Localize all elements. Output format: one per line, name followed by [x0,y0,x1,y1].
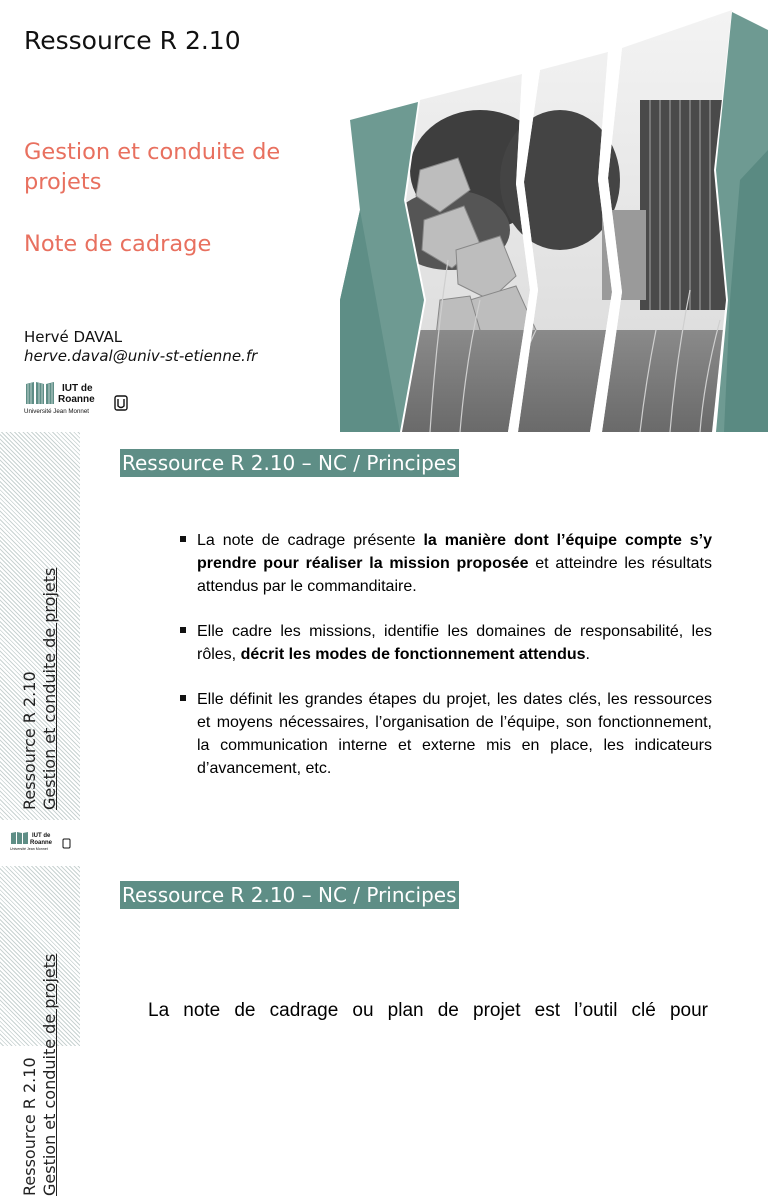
body-text: La note de cadrage ou plan de projet est l’outil clé pour [148,1000,708,1021]
bullet-square-icon [180,536,186,542]
logo-small-line1: IUT de [32,833,51,839]
iut-roanne-logo-small [10,830,72,852]
logo-small-university: Université Jean Monnet [10,847,48,851]
title-slide [0,0,768,432]
slide-title: Ressource R 2.10 [24,26,241,55]
campus-photo-panels [340,0,768,432]
side-vertical-title [20,953,60,1196]
logo-university: Université Jean Monnet [24,408,90,415]
bullet-square-icon [180,627,186,633]
bullet-item: La note de cadrage présente la manière dont l’équipe compte s’y prendre pour réaliser la mission proposée et atteindre les résultats attendus par le commanditaire. [180,529,712,598]
side-band [0,432,80,820]
slide-heading: Ressource R 2.10 – NC / Principes [122,451,457,475]
slide-subtitle-note: Note de cadrage [24,231,212,257]
slide-subtitle: Gestion et conduite de projets [24,139,281,195]
logo-small-line2: Roanne [30,840,53,846]
slide-heading: Ressource R 2.10 – NC / Principes [122,883,457,907]
author-email: herve.daval@univ-st-etienne.fr [24,347,258,365]
content-slide-principles-2 [0,864,768,1196]
ujm-emblem-icon [115,396,127,410]
side-title-line1: Ressource R 2.10 [20,1057,39,1196]
side-title-line1: Ressource R 2.10 [20,671,39,810]
bullet-item: Elle définit les grandes étapes du projet, les dates clés, les ressources et moyens nécessaires, l’organisation de l’équipe, son fonctionnement, la communication interne et externe mis en place, les indicateurs d’avancement, etc. [180,688,712,780]
author-name: Hervé DAVAL [24,328,123,346]
bullet-list [180,529,712,802]
iut-roanne-logo [24,380,134,416]
bullet-square-icon [180,695,186,701]
logo-text-line1: IUT de [62,383,93,394]
bullet-item: Elle cadre les missions, identifie les domaines de responsabilité, les rôles, décrit les modes de fonctionnement attendus. [180,620,712,666]
side-band [0,866,80,1196]
logo-text-line2: Roanne [58,394,95,405]
ujm-emblem-icon [63,839,70,848]
side-title-line2: Gestion et conduite de projets [40,567,59,810]
side-title-line2: Gestion et conduite de projets [40,953,59,1196]
side-vertical-title [20,567,60,810]
content-slide-principles [0,432,768,864]
